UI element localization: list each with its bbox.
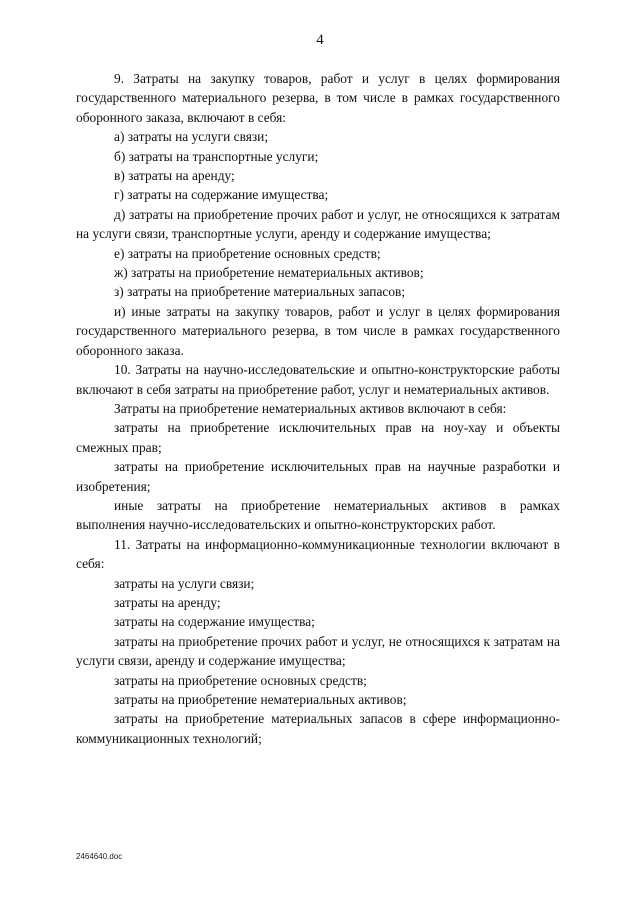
list-item-ict-maintenance: затраты на содержание имущества;: [114, 614, 315, 630]
list-item-zh: ж) затраты на приобретение нематериальных активов;: [114, 265, 424, 281]
list-item-v: в) затраты на аренду;: [114, 168, 235, 184]
list-item-ict-inventory: затраты на приобретение материальных запасов в сфере информационно-коммуникационных технологий;: [76, 711, 560, 746]
paragraph-9: 9. Затраты на закупку товаров, работ и услуг в целях формирования государственного материального резерва, в том числе в рамках государственного оборонного заказа, включают в себя:: [76, 71, 560, 125]
paragraph-intangible-assets: Затраты на приобретение нематериальных активов включают в себя:: [114, 400, 507, 416]
list-item-d: д) затраты на приобретение прочих работ и услуг, не относящихся к затратам на услуги связи, транспортные услуги, аренду и содержание имущества;: [76, 206, 560, 242]
list-item-ict-intangible: затраты на приобретение нематериальных активов;: [114, 692, 407, 707]
paragraph-10: 10. Затраты на научно-исследовательские и опытно-конструкторские работы включают в себя затраты на приобретение работ, услуг и нематериальных активов.: [76, 362, 560, 397]
list-item-inventions: затраты на приобретение исключительных прав на научные разработки и изобретения;: [76, 459, 560, 494]
list-item-ict-fixed-assets: затраты на приобретение основных средств;: [114, 672, 367, 688]
list-item-ict-other-works: затраты на приобретение прочих работ и услуг, не относящихся к затратам на услуги связи, аренду и содержание имущества;: [76, 633, 560, 669]
page-number: 4: [316, 32, 324, 48]
list-item-ict-communication: затраты на услуги связи;: [114, 575, 255, 591]
list-item-z: з) затраты на приобретение материальных запасов;: [114, 284, 406, 300]
list-item-i: и) иные затраты на закупку товаров, работ и услуг в целях формирования государственного материального резерва, в том числе в рамках государственного оборонного заказа.: [76, 303, 560, 358]
list-item-e: е) затраты на приобретение основных средств;: [114, 245, 381, 261]
paragraph-11: 11. Затраты на информационно-коммуникационные технологии включают в себя:: [76, 536, 560, 572]
list-item-b: б) затраты на транспортные услуги;: [114, 148, 319, 164]
list-item-other-intangible: иные затраты на приобретение нематериальных активов в рамках выполнения научно-исследовательских и опытно-конструкторских работ.: [76, 497, 560, 533]
list-item-know-how: затраты на приобретение исключительных прав на ноу-хау и объекты смежных прав;: [76, 420, 560, 455]
list-item-a: а) затраты на услуги связи;: [114, 129, 269, 145]
list-item-g: г) затраты на содержание имущества;: [114, 187, 329, 203]
document-body: [76, 69, 560, 748]
footer-filename: 2464640.doc: [76, 852, 123, 861]
list-item-ict-rent: затраты на аренду;: [114, 594, 221, 610]
